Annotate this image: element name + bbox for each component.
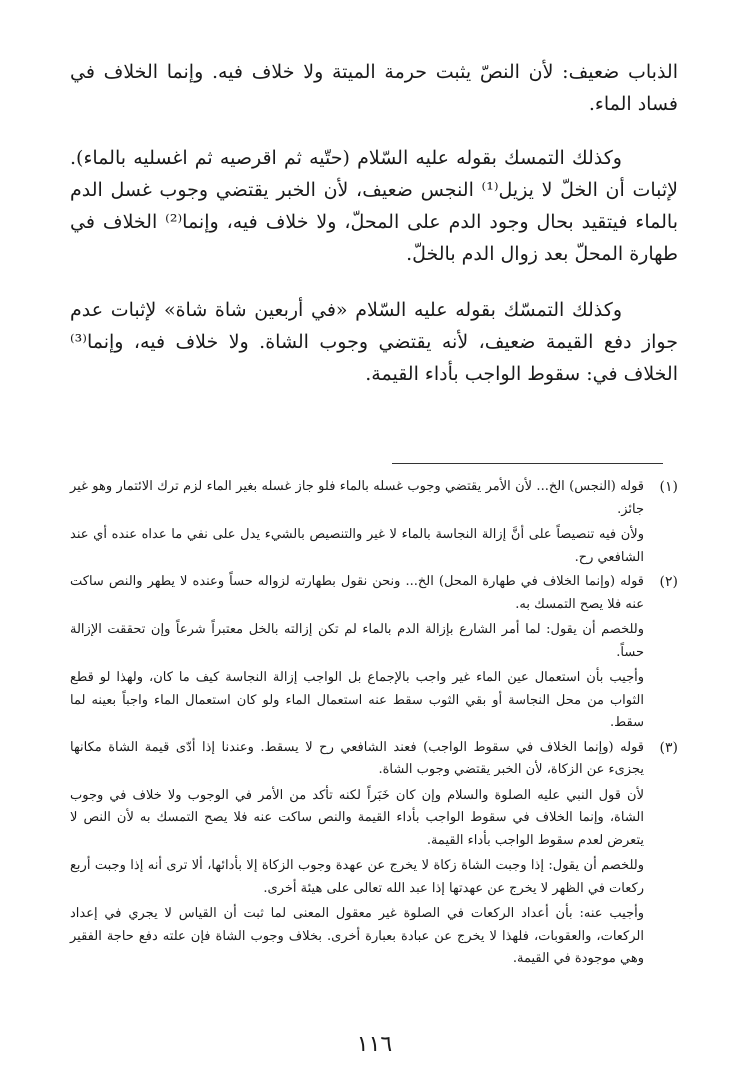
footnote-separator (392, 463, 663, 464)
footnotes (70, 476, 678, 973)
footnote-body (70, 476, 644, 569)
footnote-paragraph: قوله (النجس) الخ... لأن الأمر يقتضي وجوب غسله بالماء فلو جاز غسله بغير الماء لزم ترك الائتمار وهو غير جائز. (70, 479, 644, 517)
main-paragraph-3: وكذلك التمسّك بقوله عليه السّلام «في أربعين شاة شاة» لإثبات عدم جواز دفع القيمة ضعيف، لأنه يقتضي وجوب الشاة. ولا خلاف فيه، وإنما⁽³⁾ الخلاف في: سقوط الواجب بأداء القيمة. (70, 299, 678, 385)
page-number: ١١٦ (356, 1032, 393, 1057)
footnote-paragraph: لأن قول النبي عليه الصلوة والسلام وإن كان خَبَراً لكنه تأكد من الأمر في الوجوب ولا خلاف في وجوب الشاة، وإنما الخلاف في سقوط الواجب بأداء القيمة والنص ساكت عنه فلا يصح التمسك به لأن النص لا يتعرض لعدم سقوط الواجب بأداء القيمة. (70, 787, 644, 848)
main-text (70, 56, 678, 390)
footnote-number: (٣) (659, 739, 678, 756)
main-paragraph-2: وكذلك التمسك بقوله عليه السّلام (حتّيه ثم اقرصيه ثم اغسليه بالماء). لإثبات أن الخلّ لا يزيل⁽¹⁾ النجس ضعيف، لأن الخبر يقتضي وجوب غسل الدم بالماء فيتقيد بحال وجود الدم على المحلّ، ولا خلاف فيه، وإنما⁽²⁾ الخلاف في طهارة المحلّ بعد زوال الدم بالخلّ. (70, 147, 678, 265)
footnote-paragraph: قوله (وإنما الخلاف في سقوط الواجب) فعند الشافعي رح لا يسقط. وعندنا إذا أدّى قيمة الشاة مكانها يجزىء عن الزكاة، لأن الخبر يقتضي وجوب الشاة. (70, 739, 644, 777)
footnote-paragraph: وأجيب عنه: بأن أعداد الركعات في الصلوة غير معقول المعنى لما ثبت أن القياس لا يجري في إعداد الركعات، والعقوبات، فلهذا لا يخرج عن عبادة بعبارة أخرى. بخلاف وجوب الشاة فإن علته دفع حاجة الفقير وهي موجودة في القيمة. (70, 906, 644, 966)
footnote-2 (70, 571, 678, 735)
main-paragraph-1: الذباب ضعيف: لأن النصّ يثبت حرمة الميتة ولا خلاف فيه. وإنما الخلاف في فساد الماء. (70, 61, 678, 115)
footnote-1 (70, 476, 678, 569)
footnote-body (70, 571, 644, 735)
footnote-paragraph: قوله (وإنما الخلاف في طهارة المحل) الخ... ونحن نقول بطهارته لزواله حساً وعنده لا يطهر والنص ساكت عنه فلا يصح التمسك به. (70, 574, 644, 612)
footnote-number: (٢) (659, 574, 678, 590)
footnote-number: (١) (659, 479, 678, 495)
footnote-paragraph: وللخصم أن يقول: لما أمر الشارع بإزالة الدم بالماء لم تكن إزالته بالخل معتبراً شرعاً وإن تحققت الإزالة حساً. (70, 622, 644, 660)
footnote-paragraph: وللخصم أن يقول: إذا وجبت الشاة زكاة لا يخرج عن عهدة وجوب الزكاة إلا بأدائها، ألا ترى أنه إذا وجبت أربع ركعات في الظهر لا يخرج عن عهدتها إذا عبد الله تعالى على هيئة أخرى. (70, 858, 644, 896)
footnote-body (70, 737, 644, 971)
footnote-paragraph: ولأن فيه تنصيصاً على أنَّ إزالة النجاسة بالماء لا غير والتنصيص بالشيء يدل على نفي ما عداه عنده أي عند الشافعي رح. (70, 527, 644, 565)
footnote-paragraph: وأجيب بأن استعمال عين الماء غير واجب بالإجماع بل الواجب إزالة النجاسة كيف ما كان، ولهذا لو قطع الثواب من محل النجاسة أو بقي الثوب سقط عنه استعمال الماء ولو كان استعمال الماء واجباً بعينه لما سقط. (70, 670, 644, 730)
footnote-3 (70, 737, 678, 971)
